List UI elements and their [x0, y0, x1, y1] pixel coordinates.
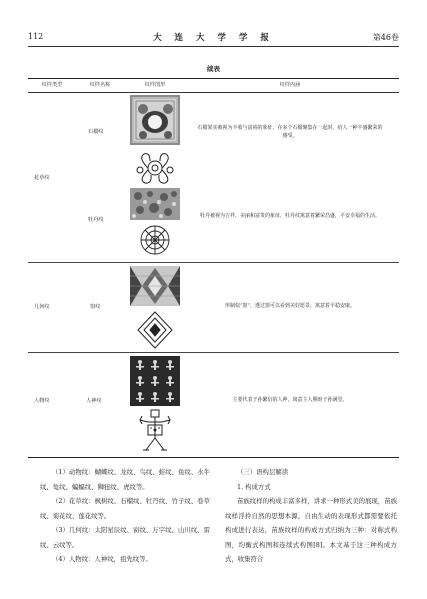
- peony-embroidery-photo: [130, 188, 180, 220]
- table-top-rule: [28, 78, 399, 79]
- pattern-meaning-pomegranate: 石榴果实被视为丰收与富裕的象征，在多个石榴聚集在一起时，给人一种丰盛繁荣的感受。: [197, 125, 383, 139]
- pomegranate-line-drawing: [128, 150, 182, 186]
- pattern-name-pomegranate: 石榴纹: [88, 129, 104, 135]
- table-header-rule: [28, 92, 399, 93]
- table-row-divider: [28, 352, 399, 353]
- group-type-figure: 人物纹: [34, 398, 50, 404]
- section-heading: （三）语构层解读: [237, 468, 289, 476]
- page-number: 112: [28, 32, 44, 41]
- pattern-name-window: 窗纹: [90, 304, 101, 310]
- header-pattern-type: 纹样类型: [41, 82, 63, 88]
- header-pattern-image: 纹样图形: [144, 82, 166, 88]
- pattern-name-peony: 牡丹纹: [88, 217, 104, 223]
- subsection-heading: 1. 构成方式: [237, 482, 271, 491]
- volume-label: 第46卷: [372, 33, 399, 42]
- header-pattern-name: 纹样名称: [89, 82, 111, 88]
- window-line-drawing: [128, 310, 182, 350]
- running-header: [28, 30, 399, 44]
- body-paragraph: 苗族纹样的构成丰富多样，讲求一种形式美的展现，苗族纹样浮拎自然的思想本源，自由生动的表现形式都需要依托构成进行表达，苗族纹样的构成方式归纳为三种：对称式构图，均衡式构图和连续式构图[8]。本文基于这三种构成方式，收集符合: [225, 497, 397, 563]
- human-deity-line-drawing: [128, 408, 182, 454]
- right-column: [225, 465, 397, 567]
- table-caption: 续表: [207, 65, 220, 73]
- list-item-floral: （2）花草纹：枫树纹、石榴纹、牡丹纹、竹子纹、卷草纹、菊花纹、莲花纹等。: [40, 497, 210, 520]
- list-item-figure: （4）人物纹：人神纹，祖先纹等。: [52, 555, 152, 563]
- list-item-geometric: （3）几何纹：太阳星辰纹、窗纹、万字纹、山川纹、雷纹、云纹等。: [40, 526, 210, 549]
- left-column: [40, 465, 210, 567]
- header-pattern-meaning: 纹样内涵: [279, 82, 301, 88]
- pomegranate-embroidery-photo: [130, 95, 180, 145]
- pattern-meaning-window: 形制似“窗”，透过窗可以看到美好愿景，寓意着平稳安康。: [224, 303, 356, 309]
- peony-line-drawing: [128, 222, 182, 258]
- pattern-meaning-peony: 牡丹被视为吉祥、美丽和富贵的象征，牡丹纹寓意着繁荣昌盛，平安幸福的生活。: [199, 213, 380, 219]
- pattern-name-human-deity: 人神纹: [86, 398, 102, 404]
- window-weave-photo: [130, 266, 180, 306]
- header-rule: [28, 46, 399, 47]
- journal-title: 大 连 大 学 学 报: [153, 33, 274, 43]
- pattern-meaning-human-deity: 主要代表子孙繁衍的人神，寓意主人期盼子孙满堂。: [232, 397, 348, 403]
- human-deity-embroidery-photo: [130, 356, 180, 406]
- group-type-floral: 花草纹: [34, 175, 50, 181]
- table-bottom-rule: [28, 457, 399, 458]
- list-item-animal: （1）动物纹：蝴蝶纹、龙纹、鸟纹、蛙纹、鱼纹、水牛纹、龟纹、蝙蝠纹、狮狃纹、虎纹等。: [40, 468, 210, 491]
- table-row-divider: [28, 262, 399, 263]
- group-type-geometric: 几何纹: [34, 304, 50, 310]
